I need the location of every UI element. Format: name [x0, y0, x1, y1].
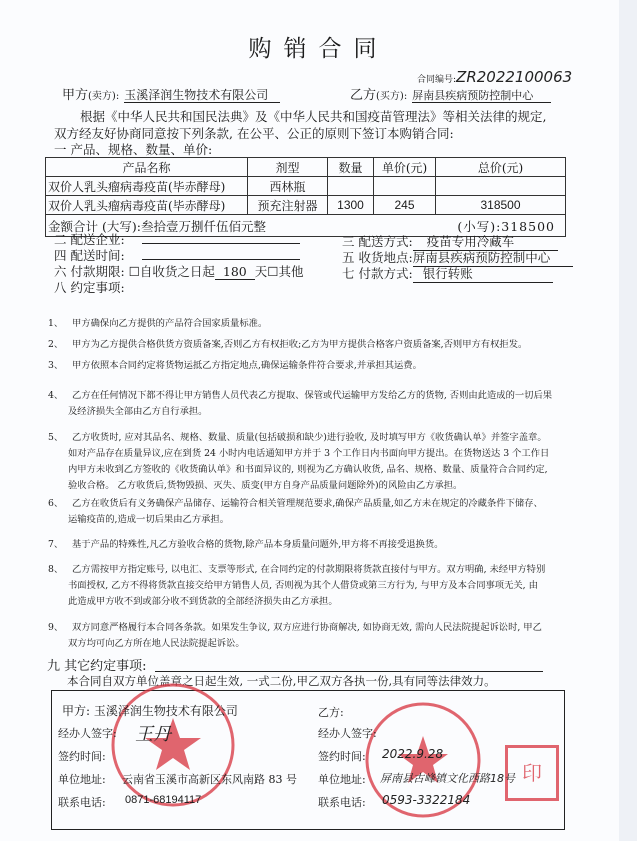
- total-words: 叁拾壹万捌仟伍佰元整: [140, 218, 266, 234]
- payment-method-label: 七 付款方式:: [342, 266, 413, 281]
- clause-number: 4、: [48, 390, 64, 401]
- cell: [374, 177, 436, 196]
- cell: [436, 177, 566, 196]
- table-row: [46, 196, 566, 215]
- party-b-line: [350, 84, 551, 103]
- payment-method-value: 银行转账: [413, 264, 553, 283]
- a-date-label: 签约时间:: [58, 750, 106, 763]
- clause-number: 1、: [48, 318, 64, 329]
- clause-number: 3、: [48, 360, 64, 371]
- a-signature: 王丹: [135, 724, 171, 745]
- delivery-company-value: [142, 230, 300, 244]
- cell: 双价人乳头瘤病毒疫苗(毕赤酵母): [46, 177, 248, 196]
- party-a-line: [62, 84, 280, 103]
- table-header: [46, 158, 566, 177]
- clause-line: 乙方需按甲方指定账号, 以电汇、支票等形式, 在合同约定的付款期限将货款直接付与甲方。双方明确, 未经甲方特别: [72, 564, 546, 575]
- clause-line: 乙方在收货后有义务确保产品储存、运输符合相关管理规范要求,确保产品质量,如乙方未在规定的冷藏条件下储存、: [72, 498, 543, 509]
- clause-item: [48, 562, 546, 610]
- clause-line: 验收合格。 乙方收货后,货物毁损、灭失、质变(甲方自身产品质量问题除外)的风险由乙方承担。: [68, 480, 463, 491]
- clause-item: [48, 388, 553, 420]
- opt1-pre: 自收货之日起: [139, 264, 215, 279]
- clause-line: 内甲方未收到乙方签收的《收货确认单》和书面异议的, 则视为乙方确认收货, 品名、规格、数量、质量符合合同约定,: [68, 464, 548, 475]
- opt1-post: 天: [254, 264, 268, 279]
- clause-number: 7、: [48, 539, 64, 550]
- a-phone: 0871-68194117: [125, 794, 202, 806]
- clause-line: 乙方收货时, 应对其品名、规格、数量、质量(包括破损和缺少)进行验收, 及时填写甲方《收货确认单》并签字盖章。: [72, 432, 547, 443]
- cell: 双价人乳头瘤病毒疫苗(毕赤酵母): [46, 196, 248, 215]
- clause-line: 此造成甲方收不到或部分收不到货款的全部经济损失由乙方承担。: [68, 596, 338, 607]
- total-small: 318500: [501, 218, 555, 234]
- a-handler-label: 经办人签字:: [58, 727, 117, 740]
- delivery-company-label: 二 配送企业:: [54, 232, 125, 247]
- payment-days: 180: [215, 264, 255, 280]
- a-address: 云南省玉溪市高新区东风南路 83 号: [122, 773, 297, 786]
- contract-number-value: ZR2022100063: [456, 68, 573, 86]
- payment-term-label: 六 付款期限:: [54, 264, 125, 279]
- header-cell: 总价(元): [436, 158, 566, 177]
- delivery-time-value: [142, 246, 300, 260]
- cell: [328, 177, 374, 196]
- product-table: [45, 157, 566, 237]
- b-date: 2022.9.28: [382, 747, 444, 761]
- party-b-name: 屏南县疾病预防控制中心: [412, 89, 551, 103]
- delivery-place-value: 屏南县疾病预防控制中心: [413, 248, 573, 267]
- clause-item: [48, 337, 528, 353]
- intro-line-2: 双方经友好协商同意按下列条款, 在公平、公正的原则下签订本购销合同:: [54, 126, 454, 141]
- party-a-name: 玉溪泽润生物技术有限公司: [124, 88, 280, 103]
- clause-line: 双方均可向乙方所在地人民法院提起诉讼。: [68, 638, 245, 649]
- clause-item: [48, 316, 268, 332]
- clause-line: 甲方确保向乙方提供的产品符合国家质量标准。: [72, 318, 268, 329]
- cell: 西林瓶: [248, 177, 328, 196]
- b-handler-label: 经办人签字:: [318, 727, 377, 740]
- opt2: 其他: [278, 264, 304, 279]
- clause-line: 及经济损失全部由乙方自行承担。: [68, 406, 208, 417]
- sign-a-label: 甲方:: [62, 704, 91, 718]
- other-terms-line: [155, 658, 543, 672]
- checkbox[interactable]: ☐: [128, 264, 140, 279]
- clause-number: 8、: [48, 564, 64, 575]
- contract-number-label: 合同编号:: [417, 75, 457, 85]
- clause-line: 如对产品存在质量异议,应在到货 24 小时内电话通知甲方并于 3 个工作日内书面向甲方提出。在货物送达 3 个工作日: [68, 448, 550, 459]
- delivery-method-label: 三 配送方式:: [342, 234, 413, 249]
- b-phone-label: 联系电话:: [318, 796, 366, 809]
- table-row: [46, 177, 566, 196]
- sign-b-label: 乙方:: [318, 706, 344, 719]
- header-cell: 产品名称: [46, 158, 248, 177]
- cell: 318500: [436, 196, 566, 215]
- clause-line: 甲方依照本合同约定将货物运抵乙方指定地点,确保运输条件符合要求,并承担其运费。: [72, 360, 422, 371]
- checkbox[interactable]: ☐: [267, 264, 279, 279]
- cell: 预充注射器: [248, 196, 328, 215]
- delivery-place-label: 五 收货地点:: [342, 250, 413, 265]
- clause-number: 2、: [48, 339, 64, 350]
- b-phone: 0593-3322184: [382, 793, 471, 807]
- clause-line: 甲方为乙方提供合格供货方资质备案,否则乙方有权拒收;乙方为甲方提供合格客户资质备案,否则甲方有权拒发。: [72, 339, 528, 350]
- header-cell: 数量: [328, 158, 374, 177]
- b-address: 屏南县古峰镇文化西路18号: [380, 772, 515, 785]
- clause-item: [48, 430, 550, 494]
- a-address-label: 单位地址:: [58, 773, 106, 786]
- clause-item: [48, 496, 543, 528]
- section-1-heading: 一 产品、规格、数量、单价:: [54, 142, 213, 157]
- party-a-role: (卖方):: [88, 91, 120, 102]
- delivery-time-label: 四 配送时间:: [54, 248, 125, 263]
- clause-line: 双方同意严格履行本合同各条款。如果发生争议, 双方应进行协商解决, 如协商无效, 需向人民法院提起诉讼时, 甲乙: [72, 622, 542, 633]
- party-b-role: (买方):: [376, 91, 408, 102]
- clause-item: [48, 620, 542, 652]
- payment-method: [342, 264, 553, 283]
- clause-line: 运输疫苗的,造成一切后果由乙方承担。: [68, 514, 230, 525]
- clause-line: 书面授权, 乙方不得将货款直接交给甲方销售人员, 否则视为其个人借贷或第三方行为, 与甲方及本合同事项无关, 由: [68, 580, 538, 591]
- party-a-label: 甲方: [62, 88, 89, 103]
- delivery-method-value: 疫苗专用冷藏车: [413, 232, 558, 251]
- clause-line: 基于产品的特殊性,凡乙方验收合格的货物,除产品本身质量问题外,甲方将不再接受退换货。: [72, 539, 444, 550]
- cell: 1300: [328, 196, 374, 215]
- b-date-label: 签约时间:: [318, 750, 366, 763]
- header-cell: 单价(元): [374, 158, 436, 177]
- cell: 245: [374, 196, 436, 215]
- effective-statement: 本合同自双方单位盖章之日起生效, 一式二份,甲乙双方各执一份,具有同等法律效力。: [67, 674, 496, 688]
- clause-item: [48, 358, 422, 374]
- b-address-label: 单位地址:: [318, 773, 366, 786]
- clause-number: 9、: [48, 622, 64, 633]
- personal-seal-icon: 印: [505, 745, 559, 801]
- party-a-stamp-icon: [108, 680, 238, 810]
- clause-number: 5、: [48, 432, 64, 443]
- clause-line: 乙方在任何情况下都不得让甲方销售人员代表乙方提取、保管或代运输甲方发给乙方的货物, 否则由此造成的一切后果: [72, 390, 553, 401]
- party-b-label: 乙方: [350, 88, 377, 103]
- clause-item: [48, 537, 444, 553]
- agreements-heading: 八 约定事项:: [54, 280, 125, 295]
- clause-number: 6、: [48, 498, 64, 509]
- intro-line-1: 根据《中华人民共和国民法典》及《中华人民共和国疫苗管理法》等相关法律的规定,: [80, 109, 547, 124]
- page-title: 购销合同: [248, 36, 389, 62]
- other-terms-label: 九 其它约定事项:: [47, 659, 147, 674]
- header-cell: 剂型: [248, 158, 328, 177]
- a-phone-label: 联系电话:: [58, 796, 106, 809]
- scroll-edge: [619, 0, 637, 841]
- sign-a-name: 玉溪泽润生物技术有限公司: [93, 704, 238, 718]
- total-small-label: (小写):: [457, 218, 502, 234]
- total-label: 金额合计 (大写):: [48, 218, 141, 234]
